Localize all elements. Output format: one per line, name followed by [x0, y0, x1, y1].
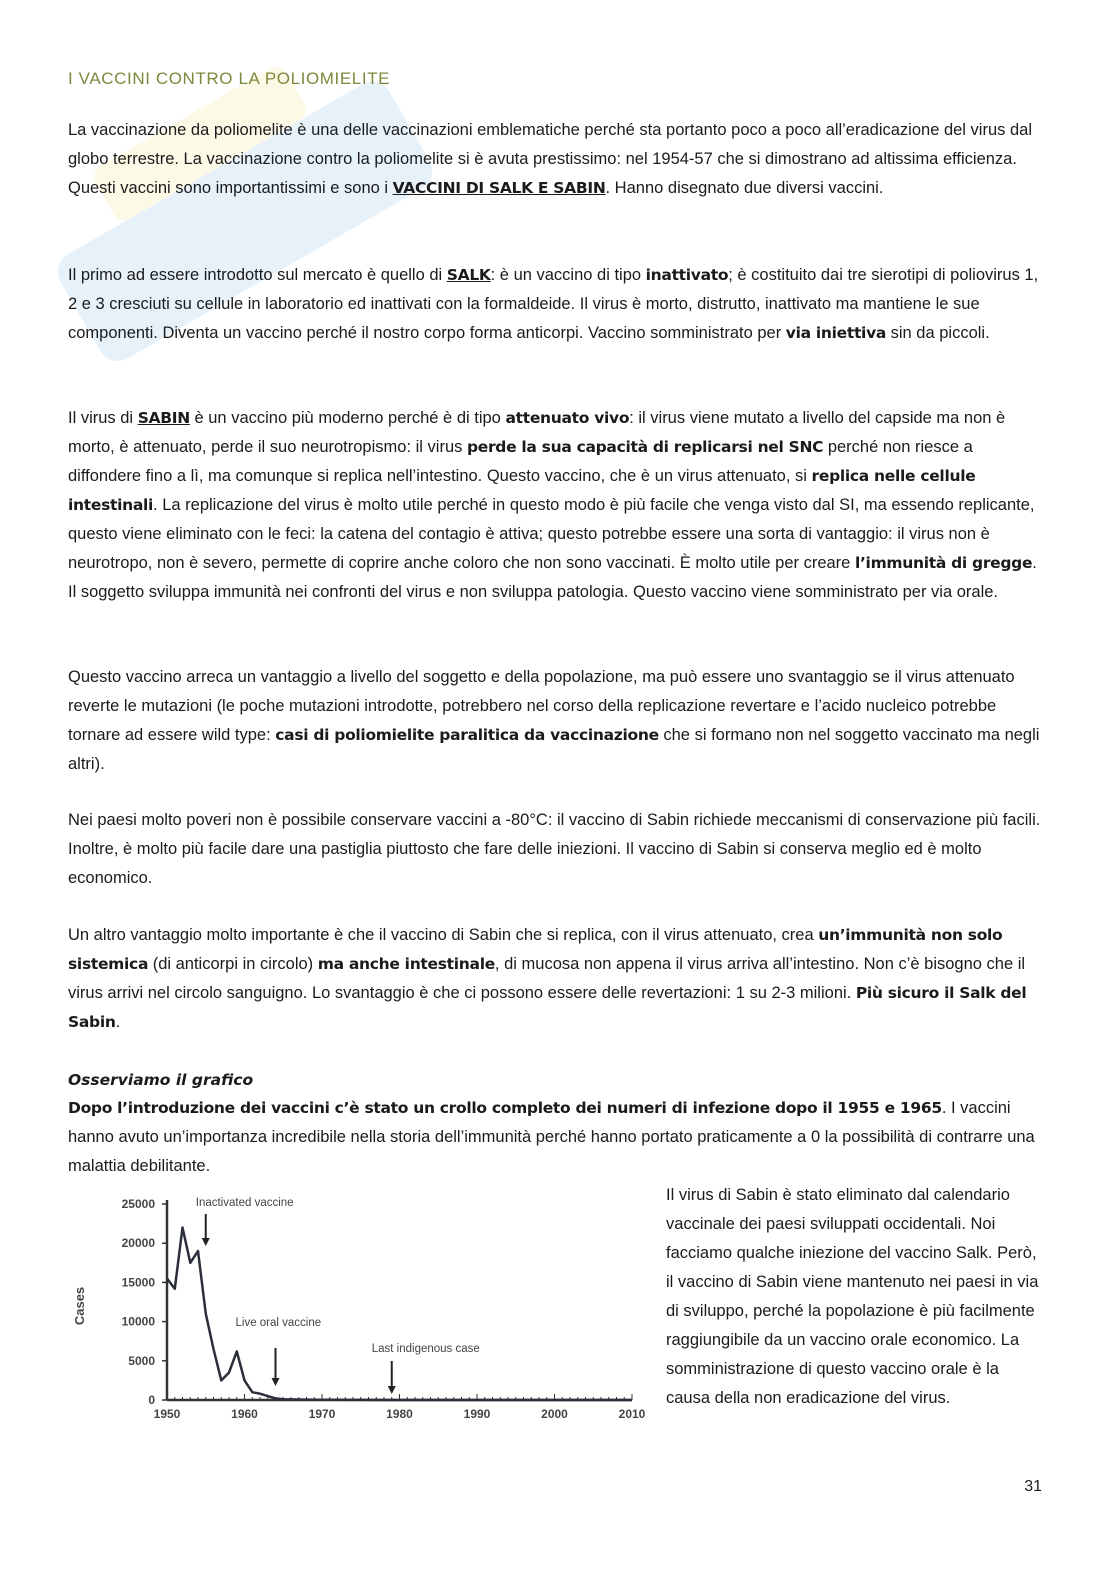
x-tick-label: 2010 — [618, 1407, 646, 1421]
annotation-label: Live oral vaccine — [235, 1317, 322, 1329]
poor-countries-paragraph: Nei paesi molto poveri non è possibile conservare vaccini a -80°C: il vaccino di Sabin richiede meccanismi di conservazione più facili. Inoltre, è molto più facile dare una pastiglia piuttosto che fare delle iniezioni. Il vaccino di Sabin si conserva meglio ed è molto economico. — [68, 811, 1041, 887]
salk-paragraph: Il primo ad essere introdotto sul mercato è quello di SALK: è un vaccino di tipo inattivato; è costituito dai tre sierotipi di poliovirus 1, 2 e 3 cresciuti su cellule in laboratorio ed inattivati con la formaldeide. Il virus è morto, distrutto, inattivato ma mantiene le sue componenti. Diventa un vaccino perché il nostro corpo forma anticorpi. Vaccino somministrato per via iniettiva sin da piccoli. — [68, 266, 1039, 342]
y-tick-label: 20000 — [121, 1236, 155, 1251]
annotation-label: Inactivated vaccine — [195, 1197, 294, 1209]
advantage-paragraph: Questo vaccino arreca un vantaggio a livello del soggetto e della popolazione, ma può essere uno svantaggio se il virus attenuato reverte le mutazioni (le poche mutazioni introdotte, potrebbero nel corso della replicazione revertare e l’acido nucleico potrebbe tornare ad essere wild type: casi di poliomielite paralitica da vaccinazione che si formano non nel soggetto vaccinato ma negli altri). — [68, 668, 1040, 773]
x-tick-label: 1970 — [308, 1407, 336, 1421]
x-tick-label: 2000 — [541, 1407, 568, 1421]
y-axis-label: Cases — [72, 1286, 87, 1326]
annotation-arrowhead — [388, 1386, 396, 1394]
polio-cases-chart — [62, 1188, 652, 1433]
another-advantage-paragraph: Un altro vantaggio molto importante è che il vaccino di Sabin che si replica, con il virus attenuato, crea un’immunità non solo sistemica (di anticorpi in circolo) ma anche intestinale, di mucosa non appena il virus arriva all’intestino. Non c’è bisogno che il virus arrivi nel circolo sanguigno. Lo svantaggio è che ci possono essere delle revertazioni: 1 su 2-3 milioni. Più sicuro il Salk del Sabin. — [68, 926, 1027, 1031]
graph-section-paragraph: Dopo l’introduzione dei vaccini c’è stato un crollo completo dei numeri di infezione dopo il 1955 e 1965. I vaccini hanno avuto un’importanza incredibile nella storia dell’immunità perché hanno portato praticamente a 0 la possibilità di contrarre una malattia debilitante. — [68, 1099, 1035, 1175]
y-tick-label: 0 — [148, 1393, 155, 1407]
series-line-polio-cases — [167, 1228, 632, 1401]
x-tick-label: 1960 — [231, 1407, 258, 1421]
x-tick-label: 1950 — [153, 1407, 181, 1421]
sabin-elimination-paragraph: Il virus di Sabin è stato eliminato dal calendario vaccinale dei paesi sviluppati occidentali. Noi facciamo qualche iniezione del vaccino Salk. Però, il vaccino di Sabin viene mantenuto nei paesi in via di sviluppo, perché la popolazione è più facilmente raggiungibile da un vaccino orale economico. La somministrazione di questo vaccino orale è la causa della non eradicazione del virus. — [666, 1186, 1039, 1407]
graph-section-heading: Osserviamo il grafico — [68, 1071, 254, 1089]
y-tick-label: 15000 — [121, 1275, 155, 1290]
watermark-logo — [20, 40, 480, 420]
section-title: I VACCINI CONTRO LA POLIOMIELITE — [68, 69, 391, 88]
page-number: 31 — [1024, 1478, 1042, 1495]
annotation-arrowhead — [202, 1238, 210, 1246]
annotation-label: Last indigenous case — [371, 1343, 480, 1355]
annotation-arrowhead — [272, 1378, 280, 1386]
y-tick-label: 25000 — [121, 1197, 155, 1211]
y-tick-label: 10000 — [121, 1314, 155, 1329]
vaccines-salk-sabin-highlight: VACCINI DI SALK E SABIN — [392, 179, 606, 197]
y-tick-label: 5000 — [128, 1353, 155, 1368]
sabin-paragraph: Il virus di SABIN è un vaccino più moderno perché è di tipo attenuato vivo: il virus viene mutato a livello del capside ma non è morto, è attenuato, perde il suo neurotropismo: il virus perde la sua capacità di replicarsi nel SNC perché non riesce a diffondere fino a lì, ma comunque si replica nell’intestino. Questo vaccino, che è un virus attenuato, si replica nelle cellule intestinali. La replicazione del virus è molto utile perché in questo modo è più facile che venga visto dal SI, ma essendo replicante, questo viene eliminato con le feci: la catena del contagio è attiva; questo potrebbe essere una sorta di vantaggio: il virus non è neurotropo, non è severo, permette di coprire anche coloro che non sono vaccinati. È molto utile per creare l’immunità di gregge. Il soggetto sviluppa immunità nei confronti del virus e non sviluppa patologia. Questo vaccino viene somministrato per via orale. — [68, 409, 1037, 601]
x-tick-label: 1980 — [386, 1407, 413, 1421]
intro-paragraph: La vaccinazione da poliomelite è una delle vaccinazioni emblematiche perché sta portanto poco a poco all’eradicazione del virus dal globo terrestre. La vaccinazione contro la poliomelite si è avuta prestissimo: nel 1954-57 che si dimostrano ad altissima efficienza. Questi vaccini sono importantissimi e sono i VACCINI DI SALK E SABIN. Hanno disegnato due diversi vaccini. — [68, 121, 1033, 197]
x-tick-label: 1990 — [463, 1407, 491, 1421]
